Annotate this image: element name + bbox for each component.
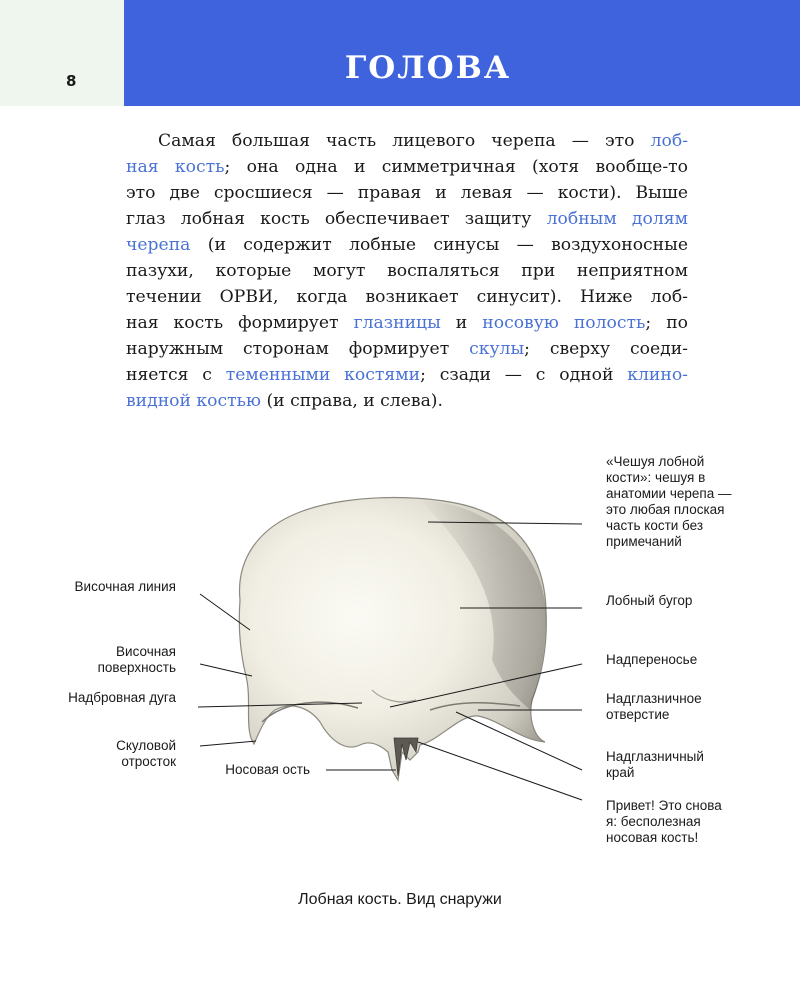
label-frontal-tuber: Лобный бугор [606,593,693,608]
body-text-segment: няется с [126,365,226,385]
body-line [126,206,688,232]
body-text-segment: пазухи, которые могут воспаляться при неприятном [126,261,688,281]
body-text-segment: ная кость формирует [126,313,354,333]
body-text-segment: и [440,313,483,333]
body-line [126,232,688,258]
body-line [126,388,688,414]
body-text-segment: это две сросшиеся — правая и левая — кости). Выше [126,183,688,203]
body-text-segment: (и справа, и слева). [260,391,443,411]
label-nasal-bone-joke: Привет! Это снова я: бесполезная носовая кость! [606,798,722,845]
body-line [126,258,688,284]
header-left-panel [0,0,124,106]
label-temporal-line: Височная линия [74,579,176,594]
label-squama: «Чешуя лобной кости»: чешуя в анатомии черепа — это любая плоская часть кости без примечаний [606,454,732,549]
label-superciliary-arch: Надбровная дуга [68,690,176,705]
body-text-segment: ; по [645,313,688,333]
body-line [126,180,688,206]
body-text-segment: течении ОРВИ, когда возникает синусит). Ниже лоб- [126,287,688,307]
label-temporal-surface: Височная поверхность [97,644,176,675]
chapter-title: ГОЛОВА [344,50,512,86]
label-nasal-spine: Носовая ость [225,762,310,777]
term-link[interactable]: клино- [627,365,688,385]
body-text-segment: Самая большая часть лицевого черепа — это [158,131,651,151]
figure-caption: Лобная кость. Вид снаружи [298,891,502,908]
label-glabella: Надпереносье [606,652,698,667]
term-link[interactable]: черепа [126,235,191,255]
label-zygomatic-process: Скуловой отросток [116,738,176,769]
label-supraorbital-margin: Надглазничный край [606,749,704,780]
body-text-segment: глаз лобная кость обеспечивает защиту [126,209,547,229]
body-paragraph [126,128,688,414]
body-text-segment: наружным сторонам формирует [126,339,470,359]
body-text-segment: ; сверху соеди- [524,339,688,359]
body-line [126,284,688,310]
page-number: 8 [66,72,77,90]
body-line [126,336,688,362]
term-link[interactable]: ная кость [126,157,225,177]
term-link[interactable]: лобным долям [546,209,688,229]
term-link[interactable]: скулы [469,339,525,359]
body-line [126,362,688,388]
term-link[interactable]: теменными костями [225,365,421,385]
body-text-segment: ; она одна и симметричная (хотя вообще-то [224,157,688,177]
body-line [126,128,688,154]
term-link[interactable]: глазницы [353,313,441,333]
term-link[interactable]: лоб- [650,131,688,151]
term-link[interactable]: видной костью [126,391,261,411]
nasal-spine-shape [394,738,418,776]
body-line [126,310,688,336]
body-text-segment: ; сзади — с одной [420,365,628,385]
body-text-segment: (и содержит лобные синусы — воздухоносные [190,235,688,255]
term-link[interactable]: носовую полость [482,313,646,333]
label-supraorbital-foramen: Надглазничное отверстие [606,691,702,722]
body-line [126,154,688,180]
